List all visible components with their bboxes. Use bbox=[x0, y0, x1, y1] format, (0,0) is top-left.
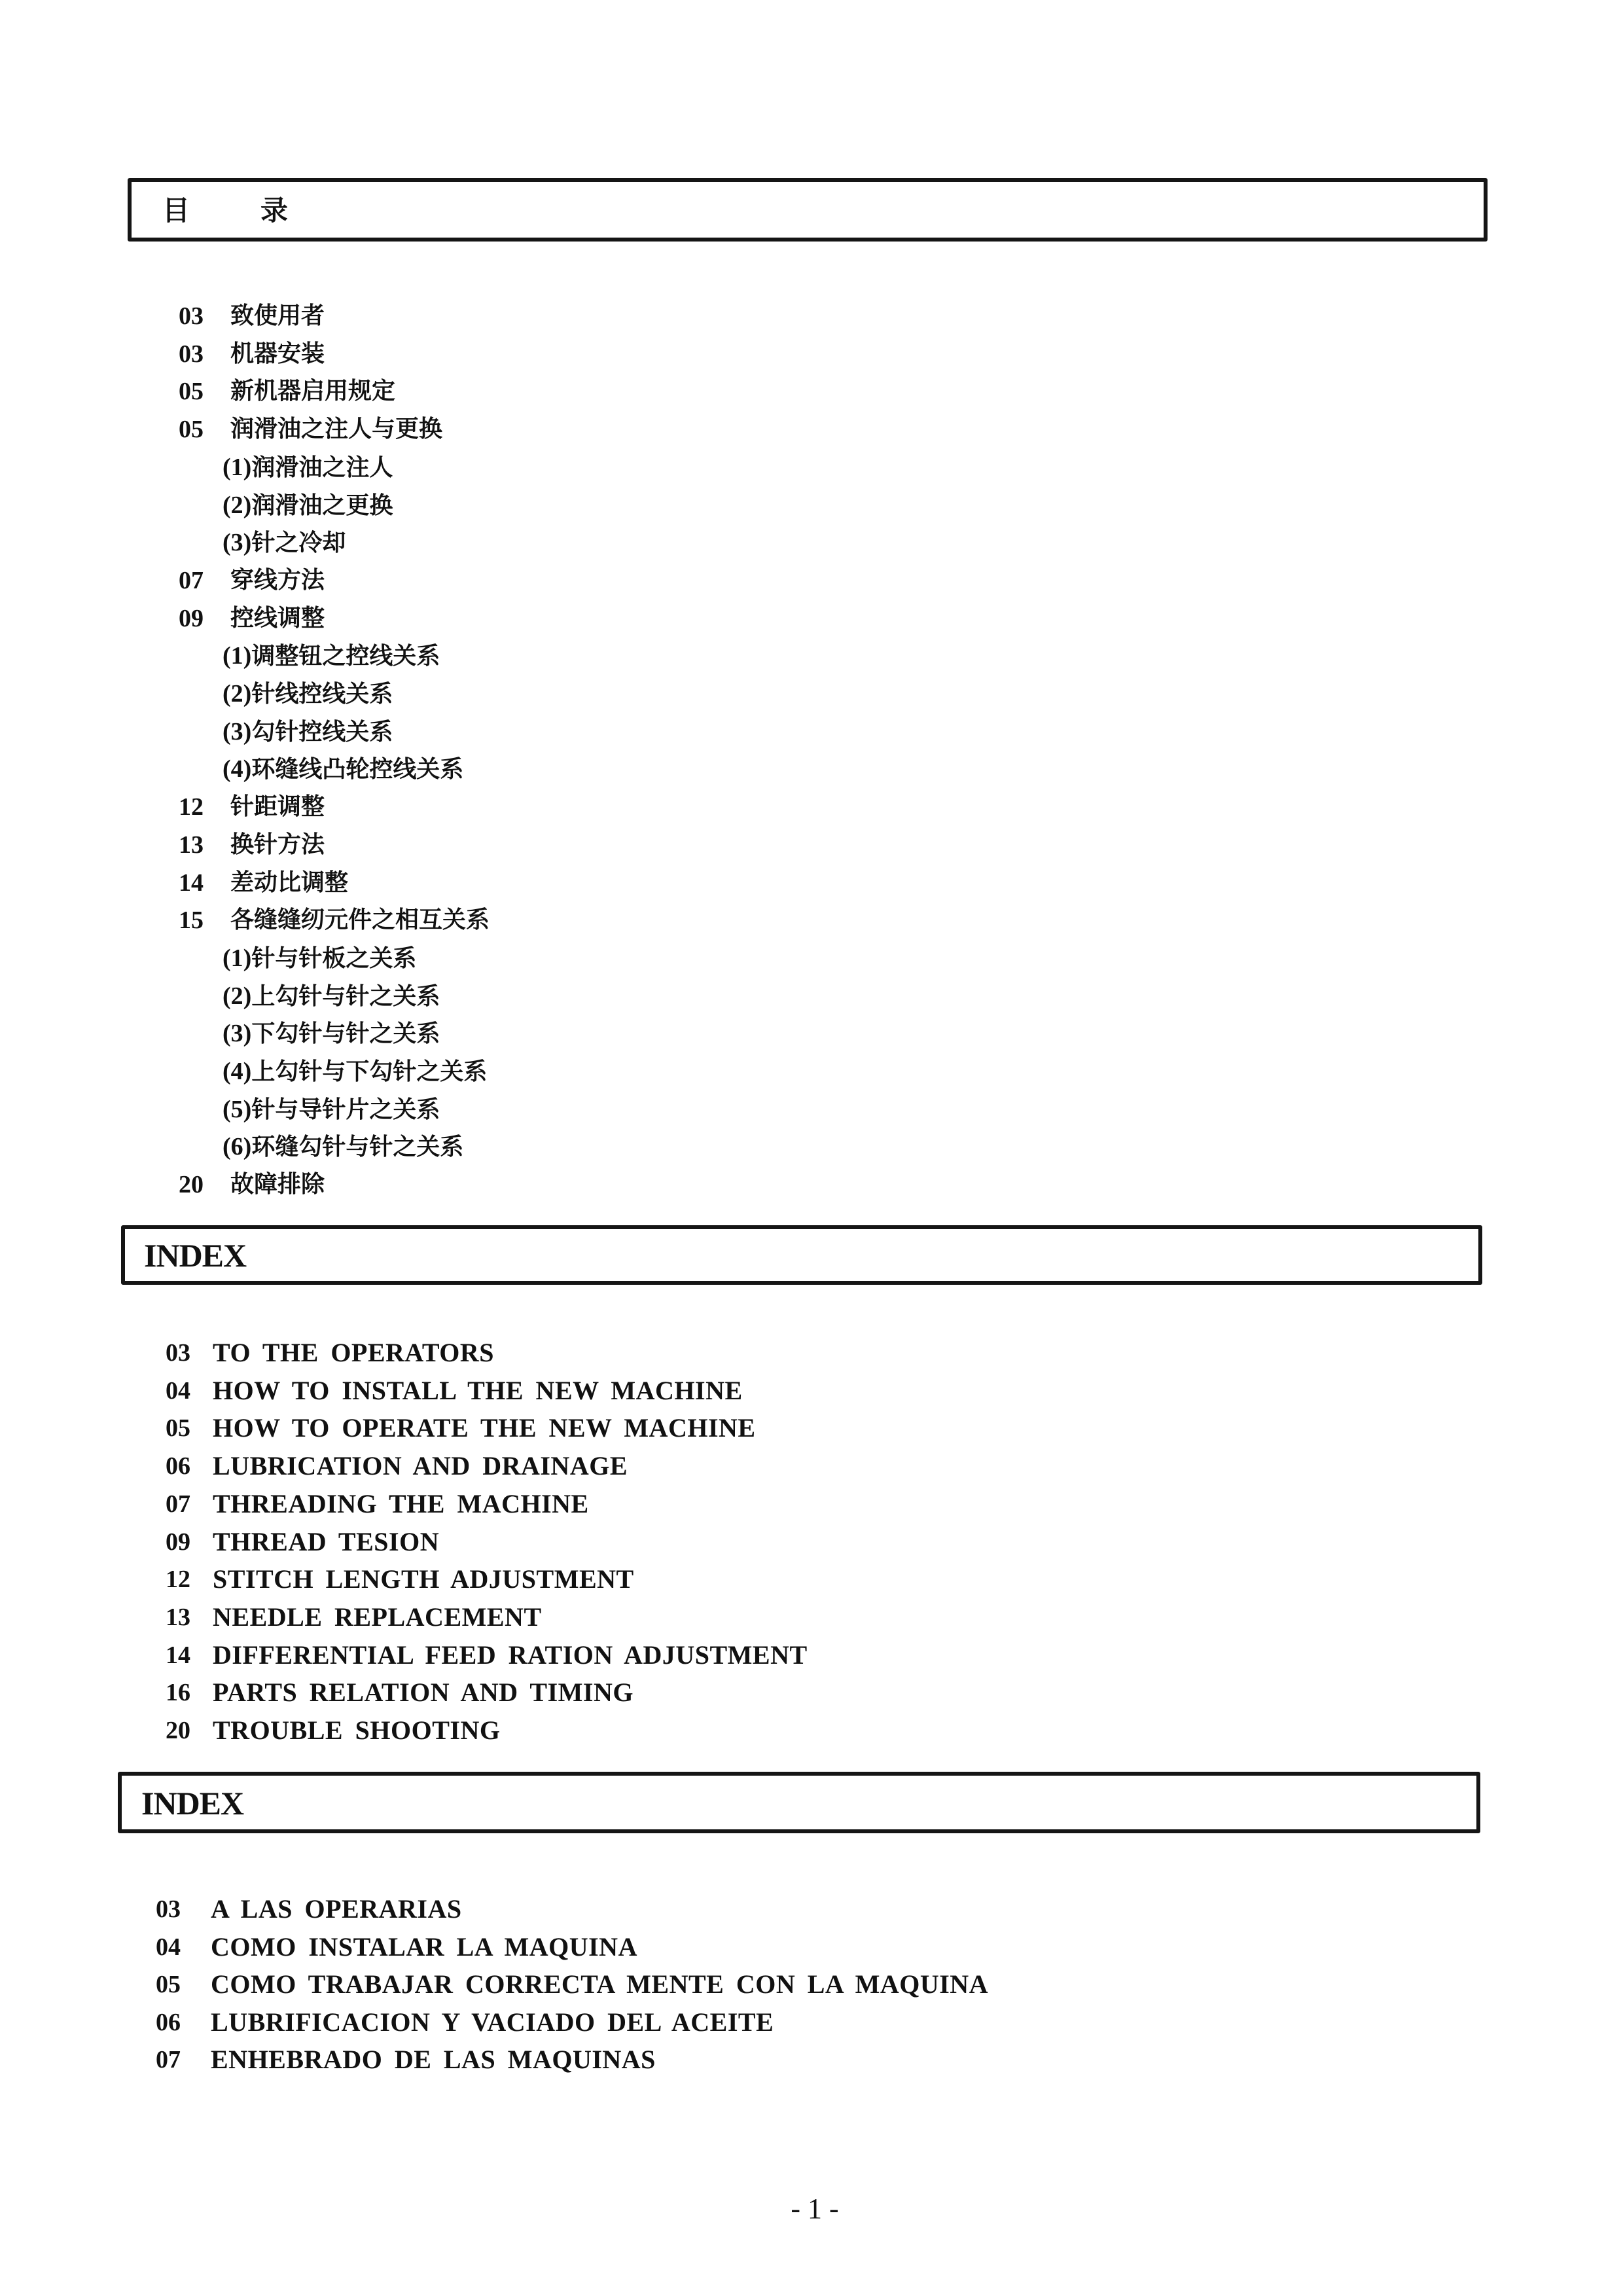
entry-title: COMO TRABAJAR CORRECTA MENTE CON LA MAQUINA bbox=[211, 1969, 989, 2000]
index-entry bbox=[0, 1485, 1571, 1523]
page-number-ref: 04 bbox=[166, 1376, 190, 1405]
toc-entry bbox=[0, 901, 1571, 939]
toc-entry bbox=[0, 600, 1571, 637]
sub-item-index: (1) bbox=[223, 944, 252, 972]
sub-item-index: (3) bbox=[223, 529, 252, 557]
sub-item-index: (4) bbox=[223, 1058, 252, 1085]
page-number-ref: 05 bbox=[166, 1414, 190, 1443]
page-number-ref: 13 bbox=[179, 831, 204, 859]
toc-entry bbox=[0, 1166, 1571, 1204]
page-number-ref: 05 bbox=[156, 1971, 181, 1999]
toc-sub-entry bbox=[223, 524, 346, 562]
toc-entry bbox=[0, 486, 1571, 524]
page-number-ref: 09 bbox=[166, 1528, 190, 1556]
toc-sub-entry bbox=[223, 977, 440, 1016]
toc-entry bbox=[0, 713, 1571, 751]
index-entry bbox=[0, 1409, 1571, 1447]
sub-item-title: 上勾针与下勾针之关系 bbox=[251, 1058, 488, 1085]
entry-title: LUBRIFICACION Y VACIADO DEL ACEITE bbox=[211, 2007, 774, 2037]
sub-item-title: 润滑油之注人 bbox=[251, 454, 393, 481]
page-number-ref: 03 bbox=[156, 1895, 181, 1923]
toc-title-char-1: 目 bbox=[162, 194, 190, 226]
page-number: - 1 - bbox=[791, 2193, 839, 2225]
index-entry bbox=[0, 1712, 1571, 1749]
toc-entry bbox=[0, 410, 1571, 448]
page-number-ref: 03 bbox=[166, 1339, 190, 1367]
page-number-ref: 07 bbox=[156, 2046, 181, 2074]
entry-title: 差动比调整 bbox=[230, 869, 349, 896]
page-number-ref: 06 bbox=[156, 2008, 181, 2036]
entry-title: THREAD TESION bbox=[213, 1526, 440, 1556]
toc-entry bbox=[0, 524, 1571, 562]
sub-item-index: (1) bbox=[223, 453, 252, 481]
index-entry bbox=[0, 1523, 1571, 1561]
entry-title: 各缝缝纫元件之相互关系 bbox=[230, 906, 490, 934]
entry-title: 穿线方法 bbox=[230, 566, 325, 594]
index-title-spanish: INDEX bbox=[141, 1785, 244, 1821]
page-number-ref: 05 bbox=[179, 378, 204, 406]
entry-title: PARTS RELATION AND TIMING bbox=[213, 1677, 633, 1708]
entry-title: 换针方法 bbox=[230, 831, 325, 858]
toc-entry bbox=[0, 826, 1571, 864]
entry-title: 针距调整 bbox=[230, 793, 325, 821]
entry-title: ENHEBRADO DE LAS MAQUINAS bbox=[211, 2045, 656, 2075]
toc-entry bbox=[0, 788, 1571, 826]
page-number-ref: 14 bbox=[166, 1641, 190, 1669]
toc-entry bbox=[0, 977, 1571, 1015]
entry-title: COMO INSTALAR LA MAQUINA bbox=[211, 1931, 637, 1962]
toc-entry bbox=[0, 1128, 1571, 1166]
toc-sub-entry bbox=[223, 448, 393, 487]
page-number-ref: 03 bbox=[179, 340, 204, 368]
sub-item-title: 环缝勾针与针之关系 bbox=[251, 1134, 464, 1161]
entry-title: 新机器启用规定 bbox=[230, 378, 396, 405]
toc-sub-entry bbox=[223, 637, 440, 675]
toc-entry bbox=[0, 1014, 1571, 1052]
entry-title: LUBRICATION AND DRAINAGE bbox=[213, 1451, 628, 1481]
entry-title: 控线调整 bbox=[230, 604, 325, 632]
toc-title-char-2: 录 bbox=[260, 194, 289, 226]
index-entry bbox=[0, 2041, 1571, 2079]
sub-item-index: (3) bbox=[223, 1020, 252, 1048]
entry-title: 机器安装 bbox=[230, 340, 325, 367]
page-number-ref: 20 bbox=[166, 1717, 190, 1744]
toc-sub-entry bbox=[223, 939, 416, 978]
toc-sub-entry bbox=[223, 1052, 487, 1091]
sub-item-index: (2) bbox=[223, 680, 252, 708]
entry-title: HOW TO OPERATE THE NEW MACHINE bbox=[213, 1413, 756, 1443]
toc-entry bbox=[0, 335, 1571, 373]
entry-title: TROUBLE SHOOTING bbox=[213, 1715, 501, 1745]
sub-item-title: 环缝线凸轮控线关系 bbox=[251, 756, 464, 783]
index-entry bbox=[0, 1372, 1571, 1410]
entry-title: NEEDLE REPLACEMENT bbox=[213, 1602, 542, 1632]
index-entry bbox=[0, 1560, 1571, 1598]
entry-title: 故障排除 bbox=[230, 1171, 325, 1198]
index-header-box-english bbox=[121, 1225, 1482, 1285]
toc-entry bbox=[0, 448, 1571, 486]
index-entry bbox=[0, 1447, 1571, 1485]
sub-item-title: 下勾针与针之关系 bbox=[251, 1020, 440, 1048]
toc-entry bbox=[0, 939, 1571, 977]
page-number-ref: 06 bbox=[166, 1452, 190, 1480]
page-number-ref: 07 bbox=[179, 566, 204, 594]
toc-sub-entry bbox=[223, 1014, 440, 1053]
entry-title: TO THE OPERATORS bbox=[213, 1338, 495, 1367]
sub-item-index: (2) bbox=[223, 491, 252, 519]
index-title-english: INDEX bbox=[144, 1237, 247, 1274]
entry-title: A LAS OPERARIAS bbox=[211, 1894, 462, 1924]
page-number-ref: 12 bbox=[166, 1566, 190, 1594]
sub-item-title: 针与导针片之关系 bbox=[251, 1096, 440, 1123]
sub-item-index: (5) bbox=[223, 1095, 252, 1123]
sub-item-index: (2) bbox=[223, 982, 252, 1010]
sub-item-title: 针与针板之关系 bbox=[251, 944, 417, 972]
index-entry bbox=[0, 1334, 1571, 1372]
toc-sub-entry bbox=[223, 1128, 463, 1166]
page-number-ref: 07 bbox=[166, 1490, 190, 1518]
sub-item-index: (4) bbox=[223, 755, 252, 783]
index-entry bbox=[0, 1965, 1571, 2003]
index-entry bbox=[0, 1598, 1571, 1636]
page-number-ref: 15 bbox=[179, 906, 204, 935]
toc-entry bbox=[0, 1090, 1571, 1128]
page-number-ref: 09 bbox=[179, 604, 204, 632]
sub-item-title: 调整钮之控线关系 bbox=[251, 643, 440, 670]
toc-entry bbox=[0, 637, 1571, 675]
page-number-ref: 12 bbox=[179, 793, 204, 821]
page-number-ref: 14 bbox=[179, 869, 204, 897]
index-entry bbox=[0, 1890, 1571, 1928]
sub-item-title: 针线控线关系 bbox=[251, 681, 393, 708]
toc-entry bbox=[0, 1052, 1571, 1090]
sub-item-index: (1) bbox=[223, 642, 252, 670]
toc-entry bbox=[0, 372, 1571, 410]
index-entry bbox=[0, 1674, 1571, 1712]
toc-header-box-chinese bbox=[128, 178, 1488, 242]
page-number-ref: 04 bbox=[156, 1933, 181, 1961]
sub-item-index: (3) bbox=[223, 717, 252, 745]
toc-entry bbox=[0, 864, 1571, 902]
toc-sub-entry bbox=[223, 750, 463, 789]
entry-title: THREADING THE MACHINE bbox=[213, 1488, 589, 1518]
index-entry bbox=[0, 1928, 1571, 1966]
page-number-ref: 16 bbox=[166, 1679, 190, 1707]
sub-item-title: 润滑油之更换 bbox=[251, 492, 393, 519]
entry-title: HOW TO INSTALL THE NEW MACHINE bbox=[213, 1375, 743, 1405]
toc-sub-entry bbox=[223, 675, 393, 713]
sub-item-title: 上勾针与针之关系 bbox=[251, 982, 440, 1010]
toc-sub-entry bbox=[223, 713, 393, 751]
toc-sub-entry bbox=[223, 1090, 440, 1129]
toc-entry bbox=[0, 750, 1571, 788]
page-number-ref: 05 bbox=[179, 416, 204, 444]
entry-title: DIFFERENTIAL FEED RATION ADJUSTMENT bbox=[213, 1640, 808, 1670]
toc-entry bbox=[0, 675, 1571, 713]
index-header-box-spanish bbox=[118, 1772, 1480, 1833]
sub-item-title: 针之冷却 bbox=[251, 529, 346, 557]
index-entry bbox=[0, 2003, 1571, 2041]
index-entry bbox=[0, 1636, 1571, 1674]
toc-sub-entry bbox=[223, 486, 393, 525]
sub-item-index: (6) bbox=[223, 1133, 252, 1161]
sub-item-title: 勾针控线关系 bbox=[251, 718, 393, 745]
entry-title: STITCH LENGTH ADJUSTMENT bbox=[213, 1564, 634, 1594]
entry-title: 致使用者 bbox=[230, 302, 325, 329]
page-number-ref: 13 bbox=[166, 1603, 190, 1631]
entry-title: 润滑油之注人与更换 bbox=[230, 416, 443, 443]
toc-entry bbox=[0, 297, 1571, 335]
page-number-ref: 03 bbox=[179, 302, 204, 330]
toc-entry bbox=[0, 562, 1571, 600]
page-number-ref: 20 bbox=[179, 1171, 204, 1199]
